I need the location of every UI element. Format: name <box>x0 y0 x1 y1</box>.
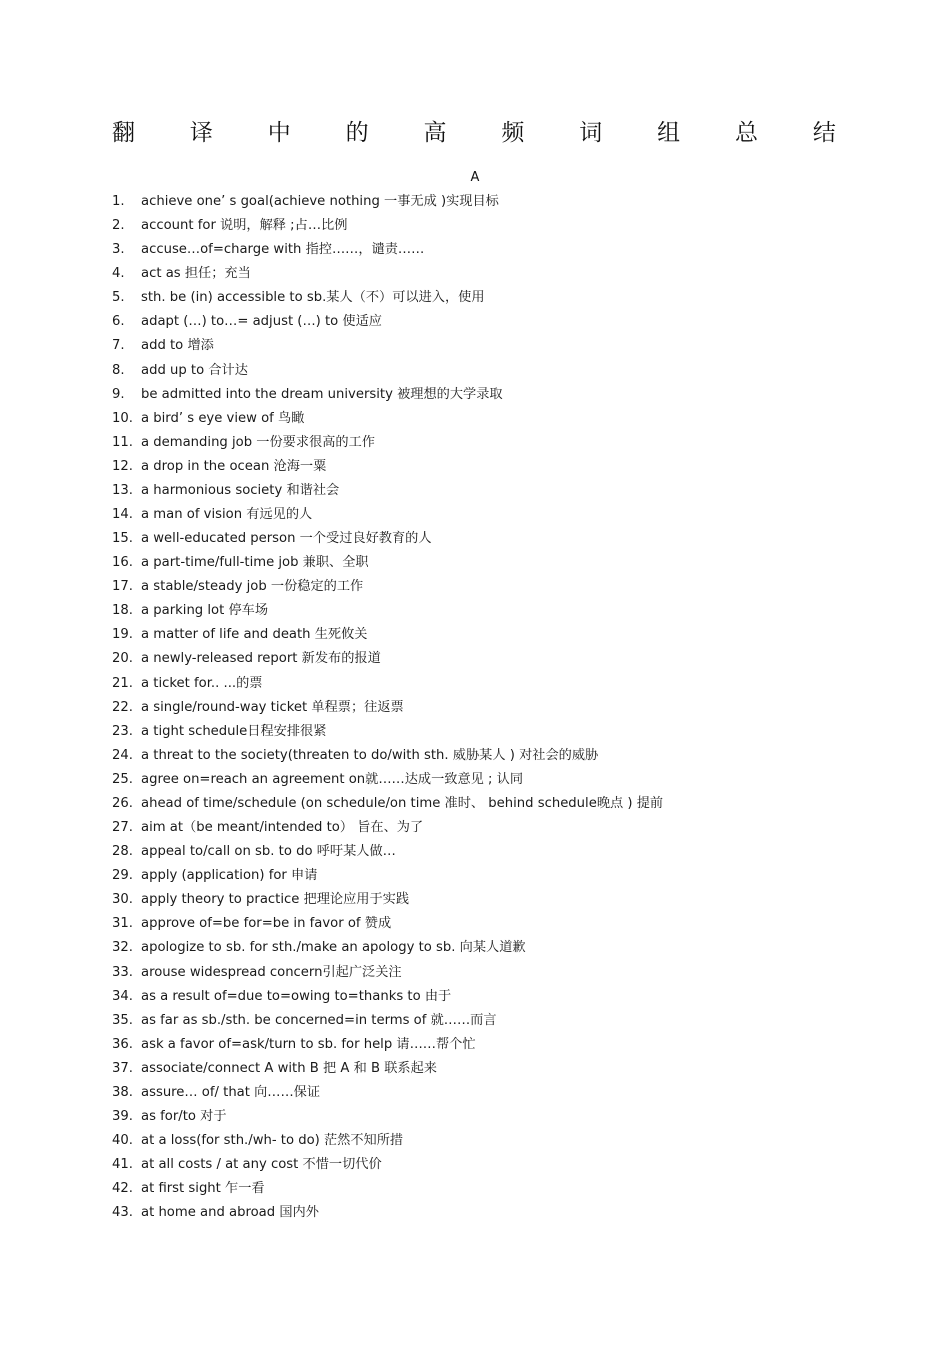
list-item <box>112 433 832 457</box>
list-item-number: 13. <box>112 482 133 498</box>
list-item-text: adapt (…) to…= adjust (…) to 使适应 <box>141 314 382 330</box>
list-item-number: 11. <box>112 434 133 450</box>
list-item-text: aim at（be meant/intended to） 旨在、为了 <box>141 820 424 836</box>
list-item <box>112 1179 832 1203</box>
list-item-text: a single/round-way ticket 单程票；往返票 <box>141 699 404 715</box>
list-item <box>112 1035 832 1059</box>
list-item <box>112 577 832 601</box>
list-item <box>112 601 832 625</box>
list-item-number: 22. <box>112 699 133 715</box>
list-item-number: 14. <box>112 507 133 523</box>
list-item-text: be admitted into the dream university 被理想的大学录取 <box>141 386 503 402</box>
list-item-number: 36. <box>112 1036 133 1052</box>
list-item <box>112 336 832 360</box>
list-item-number: 3. <box>112 242 125 258</box>
list-item-number: 7. <box>112 338 125 354</box>
list-item-number: 1. <box>112 194 125 209</box>
list-item <box>112 385 832 409</box>
list-item-number: 28. <box>112 844 133 860</box>
list-item <box>112 264 832 288</box>
list-item-number: 34. <box>112 988 133 1004</box>
list-item-text: at a loss(for sth./wh- to do) 茫然不知所措 <box>141 1133 404 1149</box>
list-item-text: arouse widespread concern引起广泛关注 <box>141 964 402 980</box>
list-item-number: 18. <box>112 603 133 619</box>
title-char: 总 <box>735 120 758 146</box>
list-item-text: as for/to 对于 <box>141 1108 227 1124</box>
list-item-number: 37. <box>112 1060 133 1076</box>
list-item-text: associate/connect A with B 把 A 和 B 联系起来 <box>141 1060 437 1076</box>
list-item <box>112 529 832 553</box>
list-item-number: 17. <box>112 579 133 595</box>
list-item <box>112 553 832 577</box>
list-item <box>112 746 832 770</box>
list-item-number: 8. <box>112 362 125 378</box>
list-item-text: as far as sb./sth. be concerned=in terms of 就……而言 <box>141 1012 497 1028</box>
list-item-number: 20. <box>112 651 133 667</box>
list-item-number: 39. <box>112 1108 133 1124</box>
list-item-text: a bird’ s eye view of 鸟瞰 <box>141 410 305 426</box>
list-item-text: approve of=be for=be in favor of 赞成 <box>141 916 392 932</box>
list-item <box>112 818 832 842</box>
list-item <box>112 192 832 216</box>
list-item-number: 41. <box>112 1157 133 1173</box>
list-item-text: a harmonious society 和谐社会 <box>141 482 340 498</box>
list-item-number: 4. <box>112 266 125 282</box>
document-title <box>112 118 836 148</box>
list-item <box>112 770 832 794</box>
list-item-text: accuse…of=charge with 指控……，谴责…… <box>141 242 425 258</box>
list-item-number: 16. <box>112 555 133 571</box>
list-item-text: a part-time/full-time job 兼职、全职 <box>141 555 369 571</box>
title-char: 高 <box>423 120 447 146</box>
list-item-number: 27. <box>112 820 133 836</box>
list-item-text: a ticket for.. ...的票 <box>141 675 263 691</box>
list-item-text: a tight schedule日程安排很紧 <box>141 723 327 739</box>
list-item-number: 12. <box>112 458 133 474</box>
list-item <box>112 240 832 264</box>
list-item-text: a matter of life and death 生死攸关 <box>141 627 368 643</box>
list-item <box>112 505 832 529</box>
list-item <box>112 1011 832 1035</box>
list-item-text: a parking lot 停车场 <box>141 603 269 619</box>
list-item <box>112 216 832 240</box>
list-item <box>112 938 832 962</box>
list-item-number: 35. <box>112 1012 133 1028</box>
list-item-text: a newly-released report 新发布的报道 <box>141 651 381 667</box>
list-item-text: a man of vision 有远见的人 <box>141 507 313 523</box>
list-item <box>112 625 832 649</box>
list-item-number: 38. <box>112 1084 133 1100</box>
title-char: 译 <box>189 120 213 146</box>
list-item <box>112 674 832 698</box>
list-item-text: at home and abroad 国内外 <box>141 1205 319 1221</box>
title-char: 组 <box>657 120 681 146</box>
list-item <box>112 914 832 938</box>
list-item <box>112 361 832 385</box>
list-item <box>112 722 832 746</box>
list-item-number: 32. <box>112 940 133 956</box>
list-item <box>112 842 832 866</box>
list-item <box>112 890 832 914</box>
list-item-text: act as 担任；充当 <box>141 266 251 282</box>
title-char: 结 <box>812 120 836 146</box>
list-item-text: as a result of=due to=owing to=thanks to 由于 <box>141 988 452 1004</box>
list-item-number: 25. <box>112 771 133 787</box>
list-item-text: apply theory to practice 把理论应用于实践 <box>141 892 410 908</box>
list-item-number: 6. <box>112 314 125 330</box>
list-item-number: 15. <box>112 531 133 547</box>
list-item-text: a demanding job 一份要求很高的工作 <box>141 434 375 450</box>
list-item-text: ask a favor of=ask/turn to sb. for help 请……帮个忙 <box>141 1036 476 1052</box>
title-char: 频 <box>501 120 525 146</box>
list-item <box>112 481 832 505</box>
title-char: 词 <box>579 120 603 146</box>
list-item <box>112 1107 832 1131</box>
list-item-number: 42. <box>112 1181 133 1197</box>
list-item <box>112 312 832 336</box>
list-item <box>112 866 832 890</box>
list-item-number: 29. <box>112 868 133 884</box>
list-item-text: appeal to/call on sb. to do 呼吁某人做… <box>141 844 396 860</box>
list-item-number: 30. <box>112 892 133 908</box>
phrase-list <box>112 192 832 1227</box>
title-char: 的 <box>345 120 369 146</box>
list-item-text: account for 说明，解释 ;占…比例 <box>141 218 348 234</box>
list-item <box>112 409 832 433</box>
list-item-number: 19. <box>112 627 133 643</box>
list-item <box>112 649 832 673</box>
list-item-text: a drop in the ocean 沧海一粟 <box>141 458 327 474</box>
list-item <box>112 698 832 722</box>
title-char: 翻 <box>112 120 135 146</box>
list-item-number: 23. <box>112 723 133 739</box>
list-item-number: 21. <box>112 675 133 691</box>
list-item-text: at first sight 乍一看 <box>141 1181 265 1197</box>
list-item-number: 40. <box>112 1133 133 1149</box>
list-item-number: 10. <box>112 410 133 426</box>
list-item <box>112 1059 832 1083</box>
list-item-text: at all costs / at any cost 不惜一切代价 <box>141 1157 382 1173</box>
list-item-number: 31. <box>112 916 133 932</box>
list-item-number: 2. <box>112 218 125 234</box>
list-item <box>112 1155 832 1179</box>
list-item-number: 26. <box>112 795 133 811</box>
list-item <box>112 794 832 818</box>
list-item-text: add up to 合计达 <box>141 362 248 378</box>
list-item <box>112 457 832 481</box>
list-item-number: 5. <box>112 290 125 306</box>
list-item-text: ahead of time/schedule (on schedule/on time 准时、 behind schedule晚点 ) 提前 <box>141 795 664 811</box>
list-item-text: a well-educated person 一个受过良好教育的人 <box>141 531 432 547</box>
list-item <box>112 1083 832 1107</box>
list-item-text: achieve one’ s goal(achieve nothing 一事无成 )实现目标 <box>141 194 499 209</box>
list-item-text: apologize to sb. for sth./make an apology to sb. 向某人道歉 <box>141 940 526 956</box>
list-item <box>112 1131 832 1155</box>
section-heading: A <box>470 170 480 185</box>
list-item-text: agree on=reach an agreement on就……达成一致意见 ; 认同 <box>141 771 524 787</box>
list-item-number: 9. <box>112 386 125 402</box>
list-item-text: apply (application) for 申请 <box>141 868 318 884</box>
list-item-text: a stable/steady job 一份稳定的工作 <box>141 579 364 595</box>
list-item-number: 33. <box>112 964 133 980</box>
list-item-number: 24. <box>112 747 133 763</box>
list-item-text: add to 增添 <box>141 338 214 354</box>
list-item <box>112 987 832 1011</box>
list-item <box>112 963 832 987</box>
list-item <box>112 1203 832 1227</box>
list-item-number: 43. <box>112 1205 133 1221</box>
title-char: 中 <box>267 120 291 146</box>
list-item-text: a threat to the society(threaten to do/with sth. 威胁某人 ) 对社会的威胁 <box>141 747 599 763</box>
list-item <box>112 288 832 312</box>
list-item-text: sth. be (in) accessible to sb.某人（不）可以进入，使用 <box>141 290 485 306</box>
list-item-text: assure… of/ that 向……保证 <box>141 1084 321 1100</box>
